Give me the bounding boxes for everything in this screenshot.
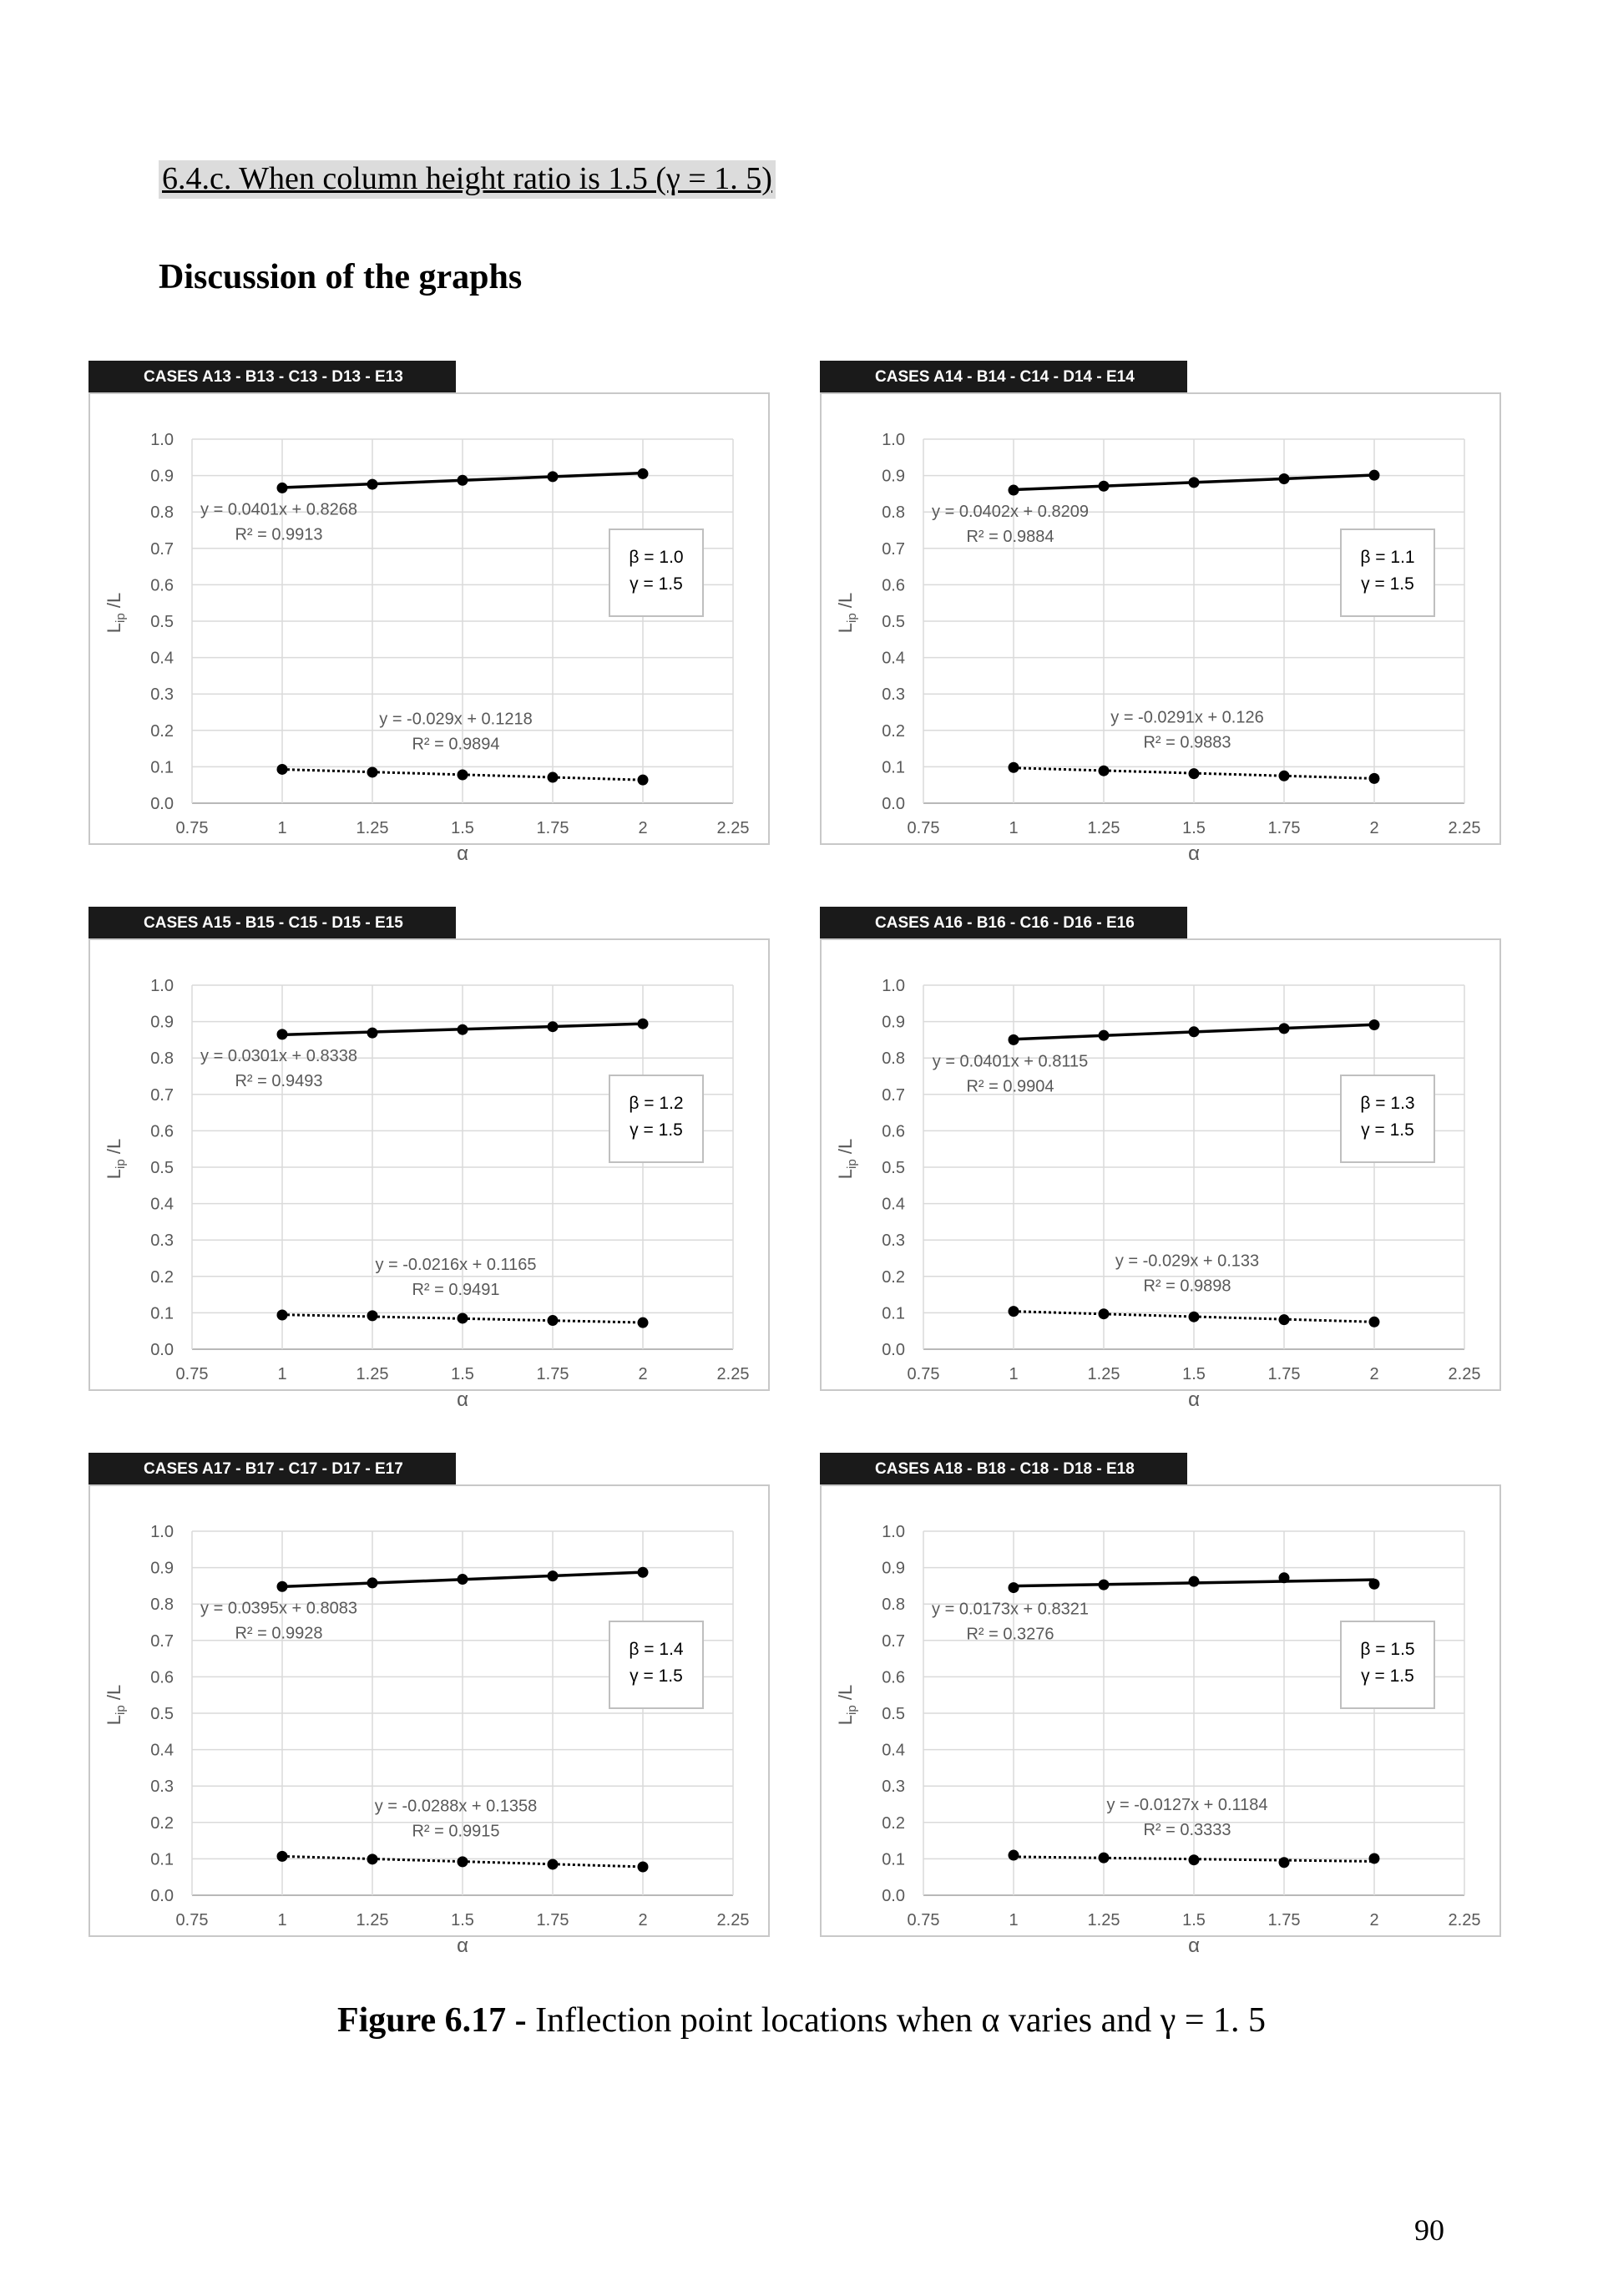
- y-tick-label: 0.4: [150, 1195, 174, 1214]
- y-axis-label-main: L: [104, 1714, 124, 1726]
- x-tick-label: 2.25: [716, 819, 750, 837]
- y-tick-label: 0.9: [882, 467, 905, 486]
- trendline-r-squared: R² = 0.9904: [966, 1077, 1054, 1096]
- legend-box: [609, 1075, 703, 1162]
- chart-svg: [820, 938, 1501, 1411]
- trendline-r-squared: R² = 0.9883: [1143, 733, 1231, 752]
- trendline-equation: y = 0.0401x + 0.8115: [932, 1052, 1089, 1071]
- y-axis-label-tail: /L: [835, 1138, 856, 1160]
- legend-text: γ = 1.5: [1361, 1120, 1414, 1140]
- y-tick-label: 0.0: [150, 1887, 174, 1905]
- data-point: [1279, 1314, 1290, 1325]
- x-tick-label: 1.25: [1087, 819, 1120, 837]
- y-tick-label: 1.0: [150, 431, 174, 449]
- x-tick-label: 1.75: [1267, 819, 1301, 837]
- y-tick-label: 0.3: [150, 685, 174, 705]
- y-tick-label: 0.1: [150, 1850, 174, 1869]
- y-tick-label: 0.7: [882, 1631, 905, 1651]
- x-axis-label: α: [457, 1388, 468, 1411]
- x-tick-label: 0.75: [175, 1911, 209, 1929]
- y-tick-label: 0.9: [150, 467, 174, 486]
- data-point: [548, 1315, 559, 1326]
- x-tick-label: 1.75: [536, 1365, 569, 1383]
- legend-text: γ = 1.5: [1361, 574, 1414, 594]
- y-axis-label: [104, 1685, 128, 1725]
- x-tick-label: 0.75: [907, 1365, 940, 1383]
- data-point: [1099, 1030, 1110, 1041]
- trendline-equation: y = -0.0216x + 0.1165: [375, 1256, 537, 1275]
- data-point: [1369, 1853, 1380, 1864]
- legend-text: γ = 1.5: [630, 1120, 683, 1140]
- chart-svg: [820, 392, 1501, 865]
- chart-title: CASES A15 - B15 - C15 - D15 - E15: [88, 907, 456, 940]
- chart-panel: [820, 361, 1501, 865]
- y-tick-label: 0.2: [882, 1267, 905, 1287]
- y-tick-label: 0.8: [150, 1596, 174, 1615]
- data-point: [458, 1312, 468, 1323]
- data-point: [1369, 470, 1380, 481]
- trendline-r-squared: R² = 0.9915: [412, 1822, 500, 1841]
- x-tick-label: 1: [277, 1911, 287, 1929]
- y-tick-label: 0.9: [150, 1559, 174, 1578]
- data-point: [638, 468, 649, 479]
- data-point: [1009, 1850, 1019, 1861]
- y-tick-label: 0.7: [150, 539, 174, 559]
- y-tick-label: 0.9: [150, 1013, 174, 1032]
- x-axis-label: α: [1188, 842, 1200, 865]
- data-point: [277, 1029, 288, 1039]
- y-tick-label: 0.1: [882, 1850, 905, 1869]
- y-tick-label: 0.8: [150, 503, 174, 523]
- data-point: [458, 475, 468, 486]
- x-tick-label: 1: [1009, 1365, 1019, 1383]
- x-tick-label: 1.75: [536, 1911, 569, 1929]
- data-point: [638, 775, 649, 786]
- trendline-equation: y = -0.029x + 0.1218: [379, 710, 533, 729]
- x-tick-label: 1.75: [1267, 1365, 1301, 1383]
- data-point: [638, 1019, 649, 1029]
- data-point: [277, 1310, 288, 1321]
- data-point: [277, 483, 288, 493]
- legend-text: β = 1.4: [629, 1640, 684, 1659]
- y-tick-label: 1.0: [882, 431, 905, 449]
- chart-panel: [88, 361, 770, 865]
- data-point: [1279, 473, 1290, 484]
- y-tick-label: 0.2: [150, 721, 174, 741]
- data-point: [1009, 762, 1019, 773]
- trendline-r-squared: R² = 0.9884: [966, 528, 1054, 547]
- figure-caption: [0, 2000, 1603, 2041]
- data-point: [1279, 771, 1290, 781]
- trendline-r-squared: R² = 0.9491: [412, 1281, 500, 1300]
- data-point: [548, 772, 559, 783]
- x-tick-label: 1.25: [1087, 1911, 1120, 1929]
- trendline-r-squared: R² = 0.9928: [235, 1624, 323, 1643]
- data-point: [1189, 1576, 1200, 1587]
- data-point: [1009, 485, 1019, 496]
- chart-title: CASES A13 - B13 - C13 - D13 - E13: [88, 361, 456, 394]
- x-tick-label: 0.75: [175, 1365, 209, 1383]
- y-tick-label: 0.0: [882, 795, 905, 813]
- x-tick-label: 2: [638, 1911, 648, 1929]
- data-point: [367, 1853, 378, 1864]
- x-tick-label: 2.25: [1448, 819, 1481, 837]
- y-tick-label: 0.7: [882, 1085, 905, 1105]
- y-tick-label: 0.6: [150, 576, 174, 595]
- y-tick-label: 0.3: [882, 1778, 905, 1797]
- x-axis-label: α: [1188, 1388, 1200, 1411]
- data-point: [1189, 1854, 1200, 1865]
- y-tick-label: 0.5: [882, 1159, 905, 1177]
- figure-text: Inflection point locations when α varies and γ = 1. 5: [526, 2001, 1267, 2040]
- x-tick-label: 2: [1369, 819, 1379, 837]
- trendline-r-squared: R² = 0.9894: [412, 735, 500, 754]
- y-axis-label: [104, 1139, 128, 1179]
- x-tick-label: 2: [638, 819, 648, 837]
- y-tick-label: 0.0: [150, 795, 174, 813]
- y-tick-label: 0.6: [882, 1668, 905, 1687]
- trendline-equation: y = 0.0173x + 0.8321: [932, 1600, 1089, 1619]
- data-point: [458, 1856, 468, 1867]
- chart-panel: [820, 1453, 1501, 1957]
- legend-text: γ = 1.5: [630, 1666, 683, 1686]
- y-tick-label: 0.9: [882, 1559, 905, 1578]
- x-tick-label: 1: [277, 819, 287, 837]
- data-point: [367, 1577, 378, 1588]
- y-tick-label: 0.1: [150, 1304, 174, 1323]
- chart-svg: [88, 1484, 770, 1957]
- y-axis-label-subscript: ip: [845, 613, 859, 623]
- x-tick-label: 1.5: [451, 1911, 474, 1929]
- y-tick-label: 0.5: [150, 613, 174, 631]
- y-tick-label: 1.0: [150, 977, 174, 995]
- x-tick-label: 2.25: [716, 1911, 750, 1929]
- data-point: [367, 479, 378, 490]
- trendline-r-squared: R² = 0.9913: [235, 525, 323, 544]
- trendline-r-squared: R² = 0.9898: [1143, 1277, 1231, 1296]
- data-point: [458, 1024, 468, 1035]
- chart-title: CASES A18 - B18 - C18 - D18 - E18: [820, 1453, 1187, 1486]
- y-tick-label: 0.5: [150, 1159, 174, 1177]
- x-tick-label: 2: [1369, 1365, 1379, 1383]
- y-tick-label: 0.6: [150, 1122, 174, 1141]
- y-tick-label: 0.8: [882, 503, 905, 523]
- x-tick-label: 1: [1009, 1911, 1019, 1929]
- legend-text: β = 1.5: [1360, 1640, 1415, 1659]
- data-point: [548, 1021, 559, 1032]
- y-axis-label-tail: /L: [835, 1684, 856, 1706]
- section-heading: 6.4.c. When column height ratio is 1.5 (γ = 1. 5): [159, 160, 776, 199]
- y-tick-label: 0.7: [150, 1631, 174, 1651]
- legend-box: [609, 529, 703, 616]
- y-tick-label: 0.3: [150, 1231, 174, 1251]
- x-tick-label: 1: [1009, 819, 1019, 837]
- y-axis-label-subscript: ip: [845, 1159, 859, 1169]
- y-tick-label: 0.4: [882, 1741, 905, 1760]
- trendline-equation: y = -0.029x + 0.133: [1115, 1252, 1260, 1271]
- legend-text: β = 1.1: [1360, 548, 1415, 567]
- y-axis-label: [835, 1139, 859, 1179]
- legend-box: [1341, 1621, 1434, 1708]
- y-tick-label: 0.2: [150, 1267, 174, 1287]
- data-point: [1189, 1312, 1200, 1322]
- trendline-equation: y = 0.0401x + 0.8268: [200, 500, 357, 519]
- x-tick-label: 2: [638, 1365, 648, 1383]
- x-tick-label: 2.25: [716, 1365, 750, 1383]
- y-axis-label-subscript: ip: [845, 1705, 859, 1715]
- x-tick-label: 1.5: [1182, 819, 1206, 837]
- trendline-equation: y = -0.0127x + 0.1184: [1106, 1796, 1268, 1815]
- data-point: [1279, 1857, 1290, 1868]
- y-axis-label-tail: /L: [104, 1684, 124, 1706]
- data-point: [1369, 1317, 1380, 1328]
- y-tick-label: 0.1: [882, 1304, 905, 1323]
- data-point: [638, 1317, 649, 1328]
- data-point: [277, 1581, 288, 1592]
- x-tick-label: 2.25: [1448, 1365, 1481, 1383]
- y-tick-label: 0.5: [150, 1705, 174, 1723]
- data-point: [638, 1861, 649, 1872]
- x-tick-label: 2.25: [1448, 1911, 1481, 1929]
- x-tick-label: 1.5: [451, 1365, 474, 1383]
- y-axis-label-tail: /L: [104, 1138, 124, 1160]
- trendline-equation: y = 0.0402x + 0.8209: [932, 503, 1089, 522]
- trendline-equation: y = 0.0301x + 0.8338: [200, 1046, 357, 1065]
- page-number: 90: [1414, 2213, 1444, 2247]
- y-axis-label: [835, 1685, 859, 1725]
- data-point: [367, 1310, 378, 1321]
- chart-panel: [88, 1453, 770, 1957]
- data-point: [548, 1859, 559, 1869]
- data-point: [277, 1851, 288, 1862]
- data-point: [1009, 1582, 1019, 1593]
- data-point: [277, 764, 288, 775]
- x-axis-label: α: [457, 1934, 468, 1957]
- y-tick-label: 0.8: [882, 1596, 905, 1615]
- y-tick-label: 0.3: [150, 1778, 174, 1797]
- data-point: [1369, 1579, 1380, 1590]
- x-tick-label: 1.5: [451, 819, 474, 837]
- x-tick-label: 1.75: [536, 819, 569, 837]
- data-point: [458, 769, 468, 780]
- y-tick-label: 0.0: [882, 1887, 905, 1905]
- legend-text: β = 1.3: [1360, 1094, 1415, 1113]
- x-tick-label: 1.25: [1087, 1365, 1120, 1383]
- y-axis-label-main: L: [104, 622, 124, 634]
- data-point: [1099, 1580, 1110, 1591]
- data-point: [1099, 766, 1110, 776]
- x-tick-label: 1.25: [356, 819, 389, 837]
- y-axis-label-tail: /L: [104, 592, 124, 614]
- chart-svg: [88, 938, 770, 1411]
- data-point: [548, 471, 559, 482]
- legend-box: [609, 1621, 703, 1708]
- x-tick-label: 1.5: [1182, 1911, 1206, 1929]
- y-tick-label: 0.8: [150, 1049, 174, 1069]
- x-tick-label: 1.75: [1267, 1911, 1301, 1929]
- legend-text: β = 1.0: [629, 548, 684, 567]
- x-tick-label: 1.5: [1182, 1365, 1206, 1383]
- data-point: [548, 1570, 559, 1581]
- y-axis-label-tail: /L: [835, 592, 856, 614]
- data-point: [367, 1028, 378, 1039]
- legend-box: [1341, 1075, 1434, 1162]
- y-axis-label-main: L: [835, 1714, 856, 1726]
- x-tick-label: 2: [1369, 1911, 1379, 1929]
- legend-text: β = 1.2: [629, 1094, 684, 1113]
- y-tick-label: 0.6: [150, 1668, 174, 1687]
- data-point: [1099, 1308, 1110, 1319]
- trendline-equation: y = -0.0291x + 0.126: [1110, 708, 1264, 727]
- y-tick-label: 0.1: [882, 758, 905, 777]
- y-tick-label: 0.4: [150, 649, 174, 668]
- data-point: [367, 766, 378, 777]
- y-tick-label: 0.3: [882, 1231, 905, 1251]
- chart-title: CASES A17 - B17 - C17 - D17 - E17: [88, 1453, 456, 1486]
- y-tick-label: 0.8: [882, 1049, 905, 1069]
- trendline-r-squared: R² = 0.3333: [1143, 1821, 1231, 1840]
- chart-panel: [88, 907, 770, 1411]
- legend-text: γ = 1.5: [630, 574, 683, 594]
- x-tick-label: 1: [277, 1365, 287, 1383]
- trendline-r-squared: R² = 0.3276: [966, 1625, 1054, 1644]
- y-axis-label: [104, 593, 128, 633]
- data-point: [1279, 1572, 1290, 1583]
- y-tick-label: 0.7: [150, 1085, 174, 1105]
- data-point: [1099, 481, 1110, 492]
- data-point: [1009, 1306, 1019, 1317]
- y-tick-label: 0.2: [150, 1813, 174, 1833]
- chart-svg: [820, 1484, 1501, 1957]
- data-point: [1189, 1026, 1200, 1037]
- y-tick-label: 0.6: [882, 576, 905, 595]
- y-axis-label: [835, 593, 859, 633]
- y-tick-label: 0.5: [882, 613, 905, 631]
- legend-box: [1341, 529, 1434, 616]
- y-axis-label-main: L: [835, 1168, 856, 1180]
- x-tick-label: 1.25: [356, 1911, 389, 1929]
- data-point: [1189, 477, 1200, 488]
- data-point: [1189, 768, 1200, 779]
- y-tick-label: 0.7: [882, 539, 905, 559]
- chart-title: CASES A16 - B16 - C16 - D16 - E16: [820, 907, 1187, 940]
- y-axis-label-subscript: ip: [114, 1159, 128, 1169]
- y-axis-label-main: L: [104, 1168, 124, 1180]
- y-tick-label: 0.2: [882, 1813, 905, 1833]
- y-tick-label: 0.4: [150, 1741, 174, 1760]
- chart-svg: [88, 392, 770, 865]
- data-point: [638, 1567, 649, 1578]
- y-axis-label-subscript: ip: [114, 1705, 128, 1715]
- legend-text: γ = 1.5: [1361, 1666, 1414, 1686]
- x-tick-label: 0.75: [907, 819, 940, 837]
- y-tick-label: 0.5: [882, 1705, 905, 1723]
- y-tick-label: 0.0: [150, 1341, 174, 1359]
- y-axis-label-main: L: [835, 622, 856, 634]
- sub-heading: Discussion of the graphs: [159, 258, 523, 296]
- data-point: [458, 1574, 468, 1585]
- y-tick-label: 1.0: [150, 1523, 174, 1541]
- y-tick-label: 0.6: [882, 1122, 905, 1141]
- figure-label: Figure 6.17 -: [336, 2001, 527, 2040]
- y-tick-label: 0.9: [882, 1013, 905, 1032]
- y-tick-label: 1.0: [882, 1523, 905, 1541]
- y-axis-label-subscript: ip: [114, 613, 128, 623]
- trendline-equation: y = 0.0395x + 0.8083: [200, 1599, 357, 1618]
- y-tick-label: 0.2: [882, 721, 905, 741]
- data-point: [1279, 1023, 1290, 1034]
- chart-panel: [820, 907, 1501, 1411]
- data-point: [1369, 1019, 1380, 1030]
- data-point: [1369, 773, 1380, 784]
- y-tick-label: 1.0: [882, 977, 905, 995]
- x-axis-label: α: [457, 842, 468, 865]
- x-tick-label: 0.75: [907, 1911, 940, 1929]
- trendline-equation: y = -0.0288x + 0.1358: [374, 1797, 538, 1816]
- x-tick-label: 1.25: [356, 1365, 389, 1383]
- x-axis-label: α: [1188, 1934, 1200, 1957]
- trendline-r-squared: R² = 0.9493: [235, 1071, 323, 1090]
- y-tick-label: 0.3: [882, 685, 905, 705]
- y-tick-label: 0.4: [882, 1195, 905, 1214]
- y-tick-label: 0.4: [882, 649, 905, 668]
- x-tick-label: 0.75: [175, 819, 209, 837]
- y-tick-label: 0.1: [150, 758, 174, 777]
- chart-title: CASES A14 - B14 - C14 - D14 - E14: [820, 361, 1187, 394]
- data-point: [1099, 1853, 1110, 1864]
- data-point: [1009, 1034, 1019, 1045]
- y-tick-label: 0.0: [882, 1341, 905, 1359]
